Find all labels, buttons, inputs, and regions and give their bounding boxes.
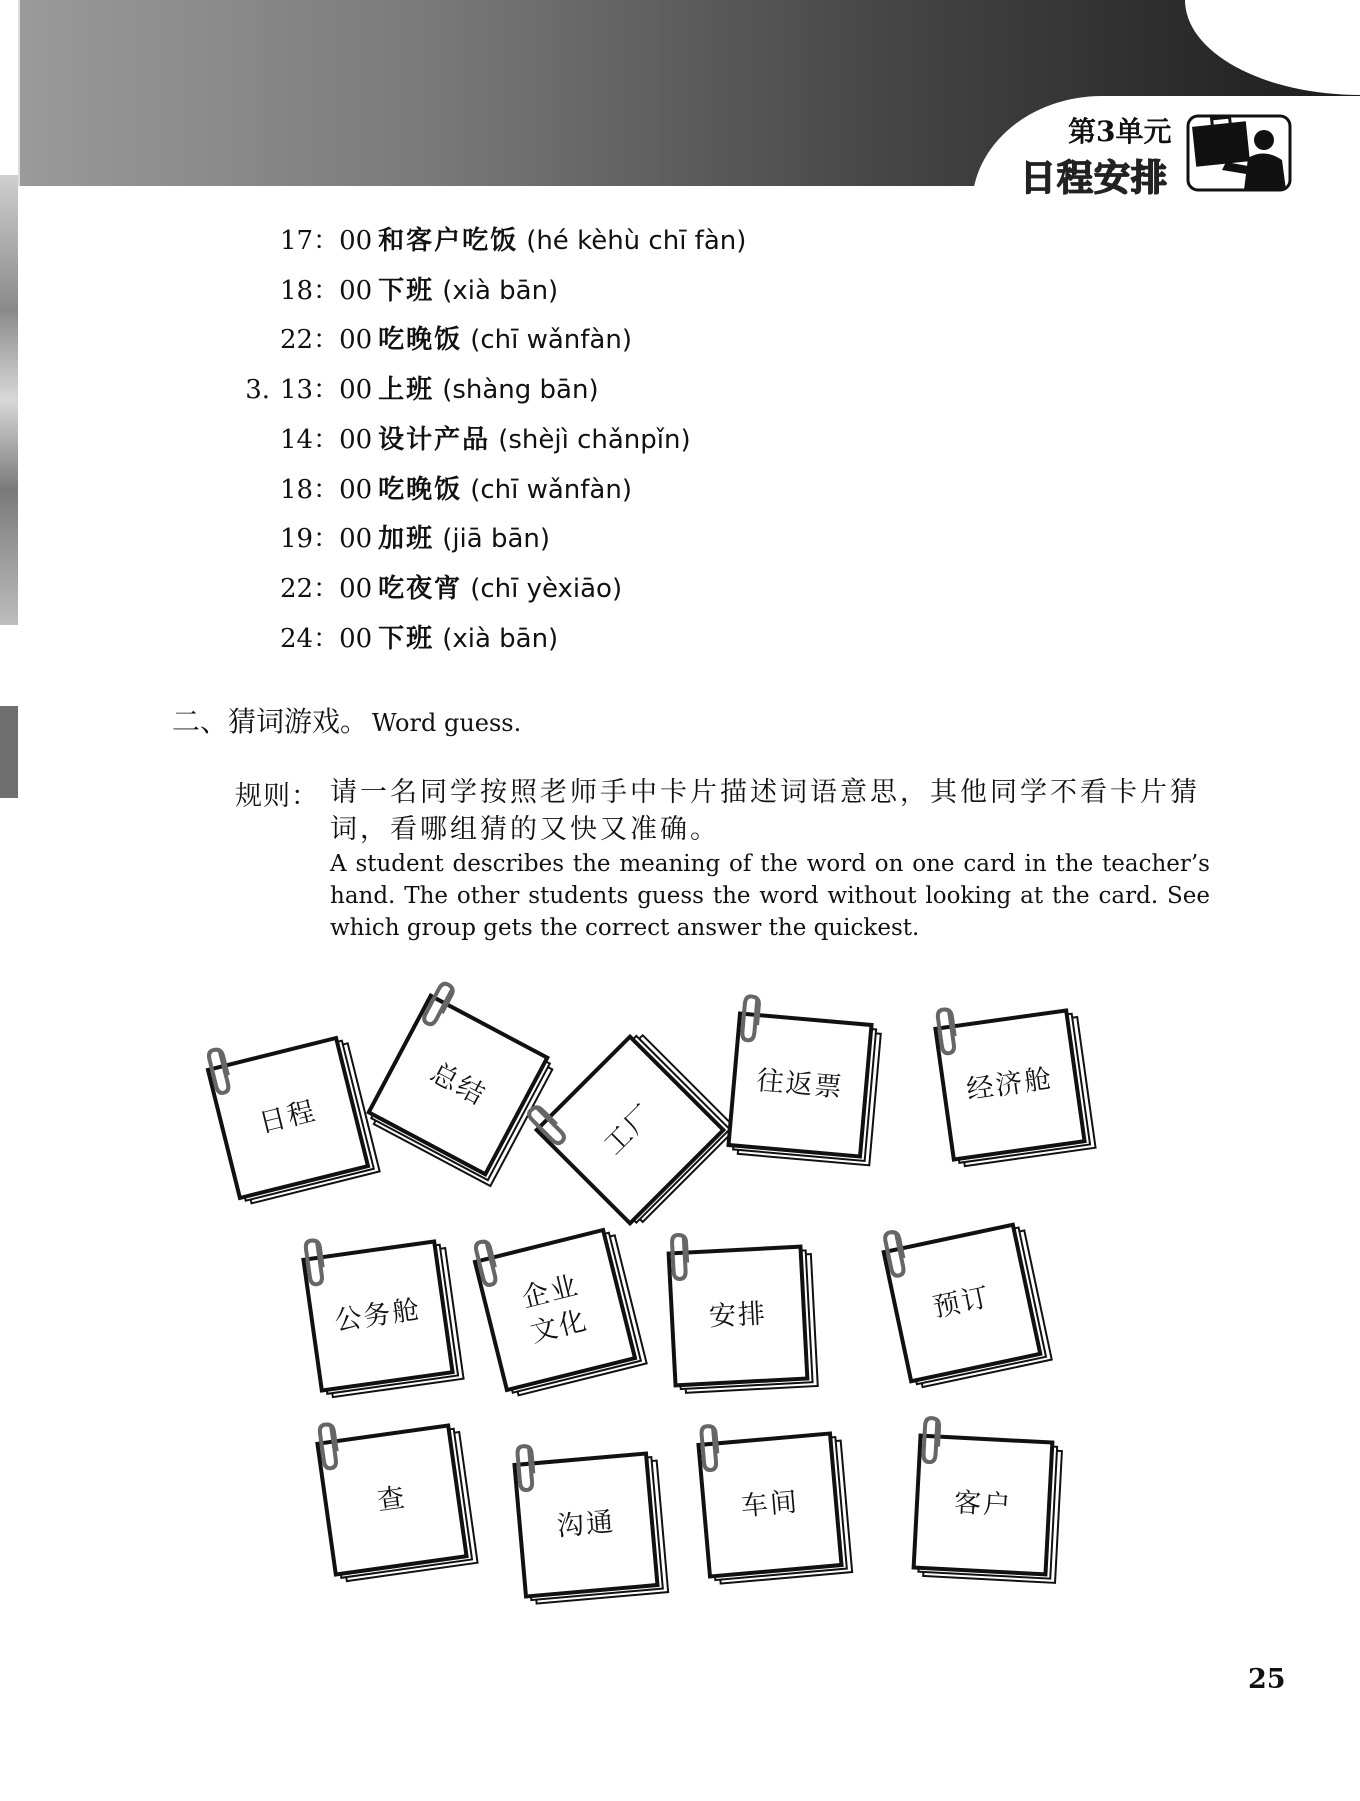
- schedule-time: 18：00: [280, 475, 373, 505]
- card-label: 公务舱: [332, 1294, 424, 1337]
- schedule-row: [230, 568, 622, 605]
- schedule-time: 22：00: [280, 574, 373, 604]
- rule-text-en: A student describes the meaning of the word on one card in the teacher’s hand. The other students guess the word without looking at the card. See which group gets the correct answer the quickest.: [330, 851, 1210, 941]
- schedule-cn: 设计产品: [378, 425, 491, 455]
- word-card: [755, 1065, 845, 1104]
- schedule-row: [230, 319, 632, 356]
- word-card: [953, 1487, 1013, 1522]
- card-label: 经济舱: [964, 1063, 1056, 1106]
- card-label: 安排: [708, 1298, 768, 1333]
- card-label: 往返票: [755, 1065, 845, 1104]
- edge-bar: [0, 706, 18, 798]
- section-title-en: Word guess.: [372, 709, 522, 737]
- card-label: 沟通: [555, 1506, 617, 1543]
- rule-label: 规则：: [235, 781, 319, 812]
- schedule-time: 22：00: [280, 325, 373, 355]
- schedule-pinyin: (chī wǎnfàn): [470, 325, 632, 355]
- unit-number: 第3单元: [1068, 115, 1172, 148]
- schedule-cn: 吃晚饭: [378, 325, 463, 355]
- schedule-row: [230, 220, 746, 257]
- word-card: [964, 1063, 1056, 1106]
- schedule-pinyin: (xià bān): [442, 624, 559, 654]
- card-label: 日程: [255, 1095, 320, 1140]
- schedule-row: [230, 419, 691, 456]
- schedule-time: 24：00: [280, 624, 373, 654]
- schedule-pinyin: (shèjì chǎnpǐn): [498, 425, 691, 455]
- edge-photo-strip: [0, 175, 18, 625]
- schedule-cn: 和客户吃饭: [378, 226, 519, 256]
- card-label: 车间: [739, 1486, 801, 1523]
- card-label: 总结: [425, 1057, 492, 1112]
- word-card: [375, 1482, 409, 1517]
- schedule-time: 17：00: [280, 226, 373, 256]
- schedule-cn: 下班: [378, 276, 435, 306]
- schedule-pinyin: (hé kèhù chī fàn): [526, 226, 747, 256]
- schedule-cn: 吃夜宵: [378, 574, 463, 604]
- rule-text-cn: 请一名同学按照老师手中卡片描述词语意思，其他同学不看卡片猜词，看哪组猜的又快又准确。: [330, 777, 1200, 845]
- schedule-cn: 上班: [378, 375, 435, 405]
- schedule-row: [230, 618, 558, 655]
- card-label: 工厂: [598, 1098, 662, 1162]
- page-number: 25: [1248, 1664, 1286, 1695]
- word-card: [598, 1098, 662, 1162]
- schedule-pinyin: (chī yèxiāo): [470, 574, 623, 604]
- card-label: 预订: [930, 1281, 994, 1324]
- section-title-cn: 二、猜词游戏。: [172, 705, 369, 738]
- schedule-cn: 下班: [378, 624, 435, 654]
- word-card: [930, 1281, 994, 1324]
- schedule-cn: 吃晚饭: [378, 475, 463, 505]
- unit-title: 日程安排: [1020, 158, 1169, 199]
- schedule-pinyin: (jiā bān): [442, 524, 551, 554]
- word-card: [708, 1298, 768, 1333]
- schedule-pinyin: (shàng bān): [442, 375, 599, 405]
- card-label: 查: [375, 1482, 409, 1517]
- word-card: [739, 1486, 801, 1523]
- schedule-time: 14：00: [280, 425, 373, 455]
- schedule-pinyin: (xià bān): [442, 276, 559, 306]
- schedule-row: [230, 270, 558, 307]
- section-title: [172, 700, 521, 740]
- schedule-num: 3.: [245, 375, 270, 405]
- word-card: [555, 1506, 617, 1543]
- schedule-cn: 加班: [378, 524, 435, 554]
- schedule-row: [230, 469, 632, 506]
- card-label: 客户: [953, 1487, 1013, 1522]
- schedule-time: 18：00: [280, 276, 373, 306]
- word-card: [255, 1095, 320, 1140]
- briefcase-person-icon: [1186, 114, 1292, 192]
- word-card: [518, 1269, 592, 1350]
- schedule-row: [230, 369, 599, 406]
- word-card: [332, 1294, 424, 1337]
- edge-strip-top: [0, 0, 20, 186]
- schedule-time: 19：00: [280, 524, 373, 554]
- card-label: 企业 文化: [518, 1269, 592, 1350]
- word-card: [425, 1057, 492, 1112]
- schedule-pinyin: (chī wǎnfàn): [470, 475, 632, 505]
- schedule-row: [230, 518, 550, 555]
- schedule-time: 13：00: [280, 375, 373, 405]
